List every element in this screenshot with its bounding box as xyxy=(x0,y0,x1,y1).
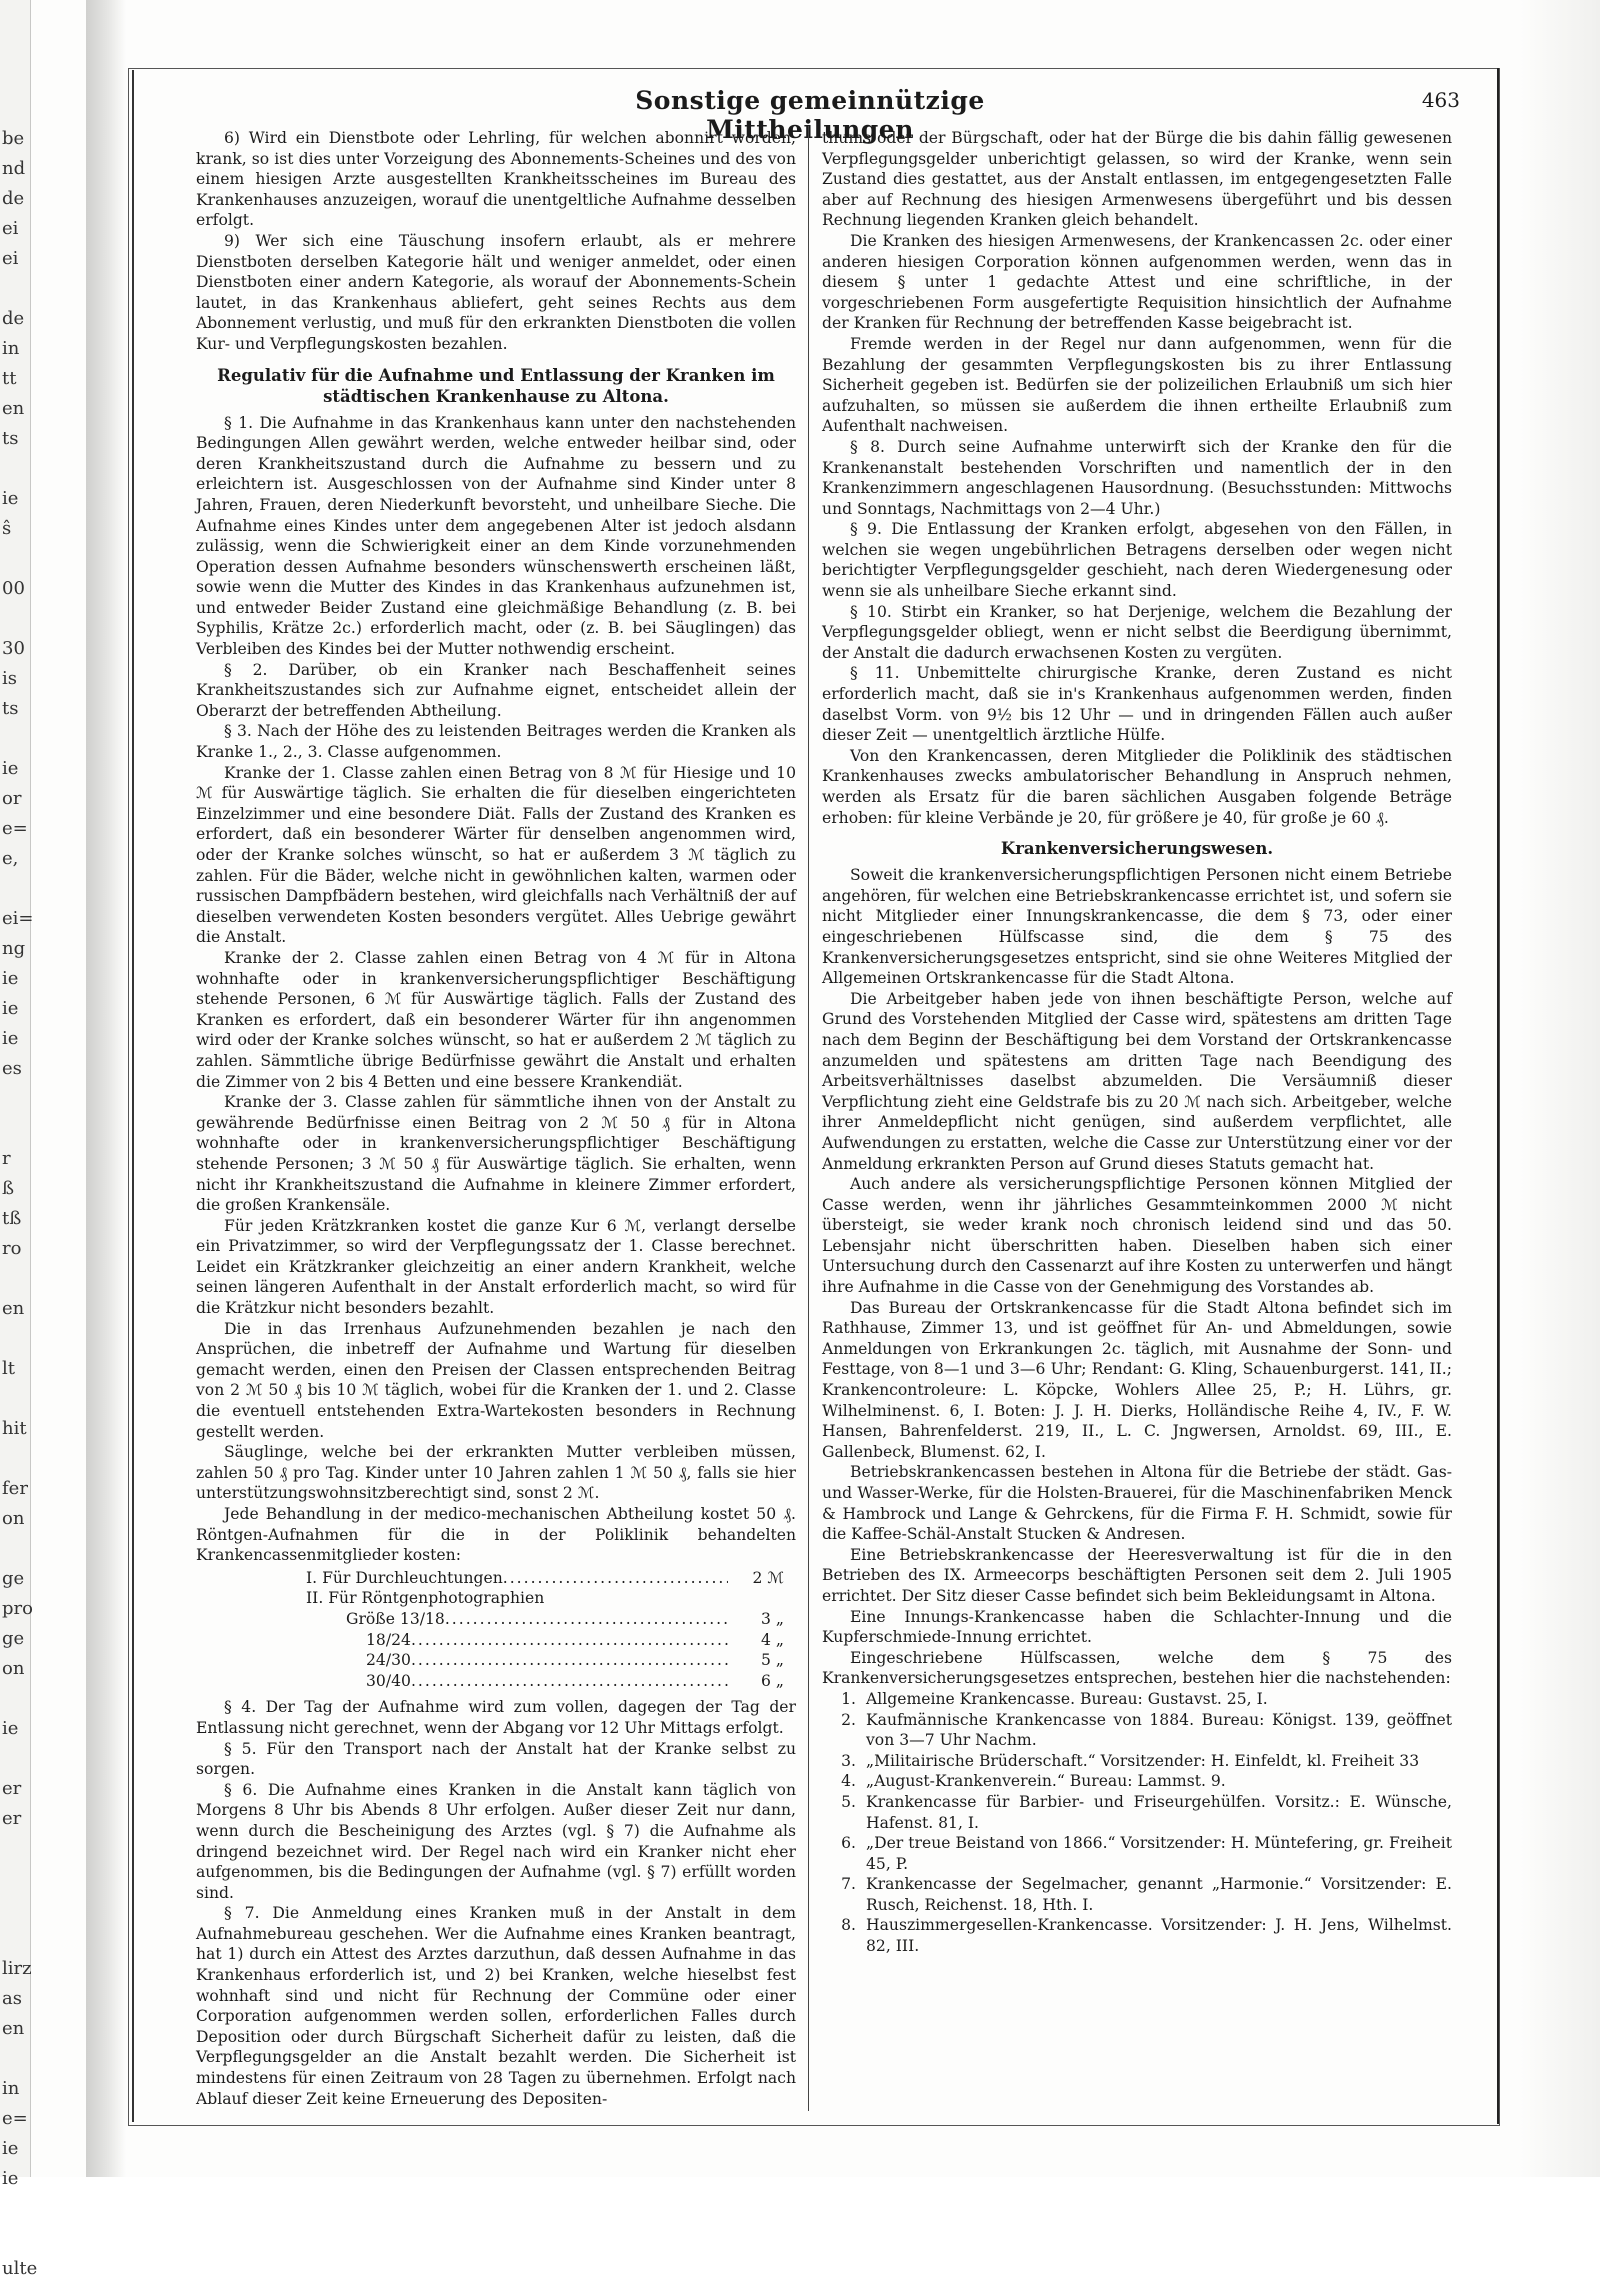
margin-fragment: tß xyxy=(2,1208,22,1229)
hilfskassen-list xyxy=(822,1689,1452,1957)
margin-fragment: in xyxy=(2,338,20,359)
paragraph: Von den Krankencassen, deren Mitglieder die Poliklinik des städtischen Krankenhauses zwecks ambulatorischer Behandlung in Anspruch nehmen, werden als Ersatz für die baren sächlichen Ausgaben folgende Beträge erhoben: für kleine Verbände je 20, für größere je 40, für große je 60 ₰. xyxy=(822,746,1452,827)
page-gutter-shadow xyxy=(86,0,126,2177)
price-row xyxy=(196,1650,796,1671)
price-value: 5 „ xyxy=(761,1651,784,1670)
price-value: 4 „ xyxy=(761,1630,784,1649)
paragraph: § 8. Durch seine Aufnahme unterwirft sich der Kranke den für die Krankenanstalt bestehenden Vorschriften und namentlich der in den Krankenzimmern angeschlagenen Hausordnung. (Besuchsstunden: Mittwochs und Sonntags, Nachmittags von 2—4 Uhr.) xyxy=(822,437,1452,518)
paragraph: § 2. Darüber, ob ein Kranker nach Beschaffenheit seines Krankheitszustandes sich zur Aufnahme eignet, entscheidet allein der Oberarzt der betreffenden Abtheilung. xyxy=(196,660,796,720)
list-text: Allgemeine Krankencasse. Bureau: Gustavst. 25, I. xyxy=(866,1689,1268,1708)
price-label: 18/24 xyxy=(366,1630,411,1649)
paragraph: Kranke der 3. Classe zahlen für sämmtliche ihnen von der Anstalt zu gewährende Bedürfnisse einen Beitrag von 2 ℳ 50 ₰ für in Altona wohnhafte oder in krankenversicherungspflichtiger Beschäftigung stehende Personen; 3 ℳ 50 ₰ für Auswärtige täglich. Sie erhalten, wenn nicht ihr Krankheitszustand die Aufnahme in kleinere Zimmer erfordert, die großen Krankensäle. xyxy=(196,1093,796,1215)
paragraph: § 1. Die Aufnahme in das Krankenhaus kann unter den nachstehenden Bedingungen Allen gewährt werden, welche entweder heilbar sind, oder deren Krankheitszustand durch die Aufnahme zu bessern und zu erleichtern ist. Ausgeschlossen von der Aufnahme sind Kinder unter 8 Jahren, Frauen, deren Niederkunft bevorsteht, und unheilbare Sieche. Die Aufnahme eines Kindes unter dem angegebenen Alter ist jedoch alsdann zulässig, wenn die Schwierigkeit einer an dem Kinde vorzunehmenden Operation dessen Aufnahme besonders wünschenswerth erscheinen läßt, sowie wenn die Mutter des Kindes in das Krankenhaus aufzunehmen ist, und entweder Beider Zustand eine gleichmäßige Behandlung (z. B. bei Syphilis, Krätze 2c.) erforderlich macht, oder (z. B. bei Säuglingen) das Verbleiben des Kindes bei der Mutter nothwendig erscheint. xyxy=(196,413,796,659)
price-label: II. Für Röntgenphotographien xyxy=(306,1589,545,1608)
paragraph: Kranke der 2. Classe zahlen einen Betrag von 4 ℳ für in Altona wohnhafte oder in krankenversicherungspflichtiger Beschäftigung stehende Personen, 6 ℳ für Auswärtige täglich. Falls der Zustand des Kranken es erfordert, daß ein besonderer Wärter für ihn angenommen wird oder der Kranke solches wünscht, so hat er außerdem 2 ℳ täglich zu zahlen. Sämmtliche übrige Bedürfnisse gewährt die Anstalt und erhalten die Zimmer von 2 bis 4 Betten und eine bessere Krankendiät. xyxy=(196,948,796,1091)
list-text: Hauszimmergesellen-Krankencasse. Vorsitzender: J. H. Jens, Wilhelmst. 82, III. xyxy=(866,1916,1452,1956)
margin-fragment: lt xyxy=(2,1358,15,1379)
margin-fragment: er xyxy=(2,1778,22,1799)
margin-fragment: as xyxy=(2,1988,22,2009)
price-row xyxy=(196,1568,796,1589)
margin-fragment: de xyxy=(2,308,25,329)
list-number: 4. xyxy=(841,1772,856,1791)
list-item xyxy=(822,1833,1452,1874)
margin-fragment: ei xyxy=(2,248,19,269)
paragraph: Für jeden Krätzkranken kostet die ganze Kur 6 ℳ, verlangt derselbe ein Privatzimmer, so wird der Verpflegungssatz der 1. Classe berechnet. Leidet ein Krätzkranker gleichzeitig an einer andern Krankheit, welche seinen längeren Aufenthalt in der Anstalt erforderlich macht, so wird für die Krätzkur nicht besonders bezahlt. xyxy=(196,1216,796,1318)
margin-fragment: tt xyxy=(2,368,17,389)
frame-right-rule xyxy=(1497,68,1499,2124)
margin-fragment: ro xyxy=(2,1238,22,1259)
paragraph: § 3. Nach der Höhe des zu leistenden Beitrages werden die Kranken als Kranke 1., 2., 3. Classe aufgenommen. xyxy=(196,722,796,762)
frame-left-rule xyxy=(132,70,134,2122)
margin-fragment: ie xyxy=(2,1718,19,1739)
margin-fragment: ie xyxy=(2,2138,19,2159)
price-label: 30/40 xyxy=(366,1671,411,1690)
margin-fragment: e= xyxy=(2,818,28,839)
paragraph: § 10. Stirbt ein Kranker, so hat Derjenige, welchem die Bezahlung der Verpflegungsgelder obliegt, wenn er nicht selbst die Beerdigung übernimmt, der Anstalt die dadurch erwachsenen Kosten zu vergüten. xyxy=(822,602,1452,662)
adjacent-page-margin xyxy=(0,0,38,2279)
margin-fragment: hit xyxy=(2,1418,27,1439)
list-number: 7. xyxy=(841,1875,856,1894)
margin-fragment: en xyxy=(2,2018,25,2039)
margin-fragment: ei= xyxy=(2,908,34,929)
paragraph: Eine Innungs-Krankencasse haben die Schlachter-Innung und die Kupferschmiede-Innung errichtet. xyxy=(822,1607,1452,1647)
paragraph: Auch andere als versicherungspflichtige Personen können Mitglied der Casse werden, wenn ihr jährliches Gesammteinkommen 2000 ℳ nicht übersteigt, sie weder krank noch chronisch leidend sind und das 50. Lebensjahr nicht überschritten haben. Dieselben haben sich einer Untersuchung durch den Cassenarzt auf ihre Kosten zu unterwerfen und hängt ihre Aufnahme in die Casse von der Genehmigung des Vorstandes ab. xyxy=(822,1175,1452,1297)
margin-fragment: r xyxy=(2,1148,11,1169)
price-value: 3 „ xyxy=(761,1609,784,1628)
list-number: 6. xyxy=(841,1834,856,1853)
right-column xyxy=(822,128,1452,1957)
margin-fragment: lirz xyxy=(2,1958,32,1979)
margin-fragment: ei xyxy=(2,218,19,239)
margin-fragment: ie xyxy=(2,1028,19,1049)
list-number: 1. xyxy=(841,1689,856,1708)
margin-fragment: be xyxy=(2,128,25,149)
margin-fragment: in xyxy=(2,2078,20,2099)
paragraph: Jede Behandlung in der medico-mechanischen Abtheilung kostet 50 ₰. Röntgen-Aufnahmen für die in der Poliklinik behandelten Krankencassenmitglieder kosten: xyxy=(196,1505,796,1565)
paragraph: § 9. Die Entlassung der Kranken erfolgt, abgesehen von den Fällen, in welchen sie wegen ungebührlichen Betragens derselben oder wegen nicht berichtigter Verpflegungsgelder geschieht, nach deren Wiedergenesung oder wenn sie als unheilbare Sieche erkannt sind. xyxy=(822,520,1452,601)
margin-fragment: er xyxy=(2,1808,22,1829)
margin-fragment: on xyxy=(2,1508,25,1529)
margin-fragment: de xyxy=(2,188,25,209)
column-divider xyxy=(808,126,809,2111)
paragraph: Betriebskrankencassen bestehen in Altona für die Betriebe der städt. Gas- und Wasser-Werke, für die Holsten-Brauerei, für die Maschinenfabriken Menck & Hambrock und Lange & Gehrckens, für die Firma F. H. Schmidt, sowie für die Kaffee-Schäl-Anstalt Stucken & Andresen. xyxy=(822,1463,1452,1544)
margin-fragment: ie xyxy=(2,758,19,779)
margin-fragment: ge xyxy=(2,1568,25,1589)
leader-dots xyxy=(445,1609,728,1630)
paragraph: § 5. Für den Transport nach der Anstalt hat der Kranke selbst zu sorgen. xyxy=(196,1739,796,1779)
paragraph: Eine Betriebskrankencasse der Heeresverwaltung ist für die in den Betrieben des IX. Armeecorps beschäftigten Personen seit dem 2. Juli 1905 errichtet. Der Sitz dieser Casse befindet sich beim Bekleidungsamt in Altona. xyxy=(822,1545,1452,1605)
paragraph: Säuglinge, welche bei der erkrankten Mutter verbleiben müssen, zahlen 50 ₰ pro Tag. Kinder unter 10 Jahren zahlen 1 ℳ 50 ₰, falls sie hier unterstützungswohnsitzberechtigt sind, sonst 2 ℳ. xyxy=(196,1443,796,1503)
list-text: „Militairische Brüderschaft.“ Vorsitzender: H. Einfeldt, kl. Freiheit 33 xyxy=(866,1751,1420,1770)
price-label: 24/30 xyxy=(366,1651,411,1670)
list-text: „Der treue Beistand von 1866.“ Vorsitzender: H. Müntefering, gr. Freiheit 45, P. xyxy=(866,1834,1452,1873)
margin-fragment: es xyxy=(2,1058,22,1079)
margin-fragment: 30 xyxy=(2,638,25,659)
margin-fragment: ie xyxy=(2,968,19,989)
list-item xyxy=(822,1751,1452,1772)
list-item xyxy=(822,1874,1452,1915)
margin-fragment: fer xyxy=(2,1478,28,1499)
margin-fragment: 00 xyxy=(2,578,25,599)
margin-fragment: e= xyxy=(2,2108,28,2129)
left-column xyxy=(196,128,796,2109)
price-row xyxy=(196,1630,796,1651)
margin-fragment: nd xyxy=(2,158,26,179)
margin-fragment: ge xyxy=(2,1628,25,1649)
margin-fragment: e, xyxy=(2,848,19,869)
list-item xyxy=(822,1915,1452,1956)
margin-fragment: pro xyxy=(2,1598,33,1619)
leader-dots xyxy=(503,1568,728,1589)
section-heading-regulativ: Regulativ für die Aufnahme und Entlassung der Kranken im städtischen Krankenhause zu Altona. xyxy=(217,365,775,406)
price-label: I. Für Durchleuchtungen xyxy=(306,1568,503,1587)
leader-dots xyxy=(411,1630,728,1651)
margin-fragment: ŝ xyxy=(2,518,12,539)
paragraph: 6) Wird ein Dienstbote oder Lehrling, für welchen abonnirt worden, krank, so ist dies unter Vorzeigung des Abonnements-Scheines und des von einem hiesigen Arzte ausgestellten Krankheitsscheines im Bureau des Krankenhauses anzuzeigen, worauf die unentgeltliche Aufnahme desselben erfolgt. xyxy=(196,129,796,230)
paragraph: Die Arbeitgeber haben jede von ihnen beschäftigte Person, welche auf Grund des Vorstehenden Mitglied der Casse wird, spätestens am dritten Tage nach dem Beginn der Beschäftigung bei dem Vorstand der Ortskrankencasse anzumelden und spätestens am dritten Tage nach Beendigung des Arbeitsverhältnisses daselbst abzumelden. Die Versäumniß dieser Verpflichtung zieht eine Geldstrafe bis zu 20 ℳ nach sich. Arbeitgeber, welche ihrer Anmeldepflicht nicht genügen, sind außerdem verpflichtet, alle Aufwendungen zu erstatten, welche die Casse zur Unterstützung einer vor der Anmeldung erkrankten Person auf Grund dieses Statuts gemacht hat. xyxy=(822,989,1452,1173)
price-value: 6 „ xyxy=(761,1671,784,1690)
margin-fragment: ts xyxy=(2,698,19,719)
xray-price-list xyxy=(196,1568,796,1692)
page-title: Sonstige gemeinnützige Mittheilungen xyxy=(635,86,985,144)
page-number: 463 xyxy=(1421,88,1460,112)
section-heading-krankenversicherung: Krankenversicherungswesen. xyxy=(1000,839,1274,859)
margin-fragment: ie xyxy=(2,488,19,509)
paragraph: Die in das Irrenhaus Aufzunehmenden bezahlen je nach den Ansprüchen, die inbetreff der Aufnahme und Wartung für dieselben gemacht werden, einen den Preisen der Classen entsprechenden Beitrag von 2 ℳ 50 ₰ bis 10 ℳ täglich, wobei für die Kranken der 1. und 2. Classe die eventuell entstehenden Extra-Wartekosten besonders in Rechnung gestellt werden. xyxy=(196,1319,796,1441)
margin-fragment: ulte xyxy=(2,2258,38,2279)
price-value: 2 ℳ xyxy=(752,1568,784,1587)
margin-fragment: ie xyxy=(2,998,19,1019)
paragraph: Das Bureau der Ortskrankencasse für die Stadt Altona befindet sich im Rathhause, Zimmer 13, und ist geöffnet für An- und Abmeldungen, sowie Anmeldungen von Erkrankungen 2c. täglich, mit Ausnahme der Sonn- und Festtage, von 8—1 und 3—6 Uhr; Rendant: G. Kling, Schauenburgerst. 141, II.; Krankencontroleure: L. Köpcke, Wohlers Allee 25, P.; H. Lührs, gr. Wilhelminenst. 6, I. Boten: J. J. H. Dierks, Holländische Reihe 4, IV., F. W. Hansen, Bahrenfelderst. 219, II., L. C. Jngwersen, Arnoldst. 69, III., E. Gallenbeck, Blumenst. 62, I. xyxy=(822,1298,1452,1461)
list-item xyxy=(822,1792,1452,1833)
paragraph: § 7. Die Anmeldung eines Kranken muß in der Anstalt in dem Aufnahmebureau geschehen. Wer die Aufnahme eines Kranken beantragt, hat 1) durch ein Attest des Arztes darzuthun, daß dessen Aufnahme in das Krankenhaus erforderlich ist, und 2) bei Kranken, welche hieselbst fest wohnhaft sind und nicht für Rechnung der Commüne oder einer Corporation aufgenommen werden sollen, erforderlichen Falles durch Deposition oder durch Bürgschaft Sicherheit dafür zu leisten, daß die Verpflegungsgelder an die Anstalt bezahlt werden. Die Sicherheit ist mindestens für einen Zeitraum von 28 Tagen zu übernehmen. Erfolgt nach Ablauf dieser Zeit keine Erneuerung des Depositen- xyxy=(196,1904,796,2108)
paragraph: Kranke der 1. Classe zahlen einen Betrag von 8 ℳ für Hiesige und 10 ℳ für Auswärtige täglich. Sie erhalten die für dieselben eingerichteten Einzelzimmer und eine besondere Diät. Falls der Zustand des Kranken es erfordert, daß ein besonderer Wärter für denselben angenommen wird, oder der Kranke solches wünscht, so hat er außerdem 3 ℳ täglich zu zahlen. Für die Bäder, welche nicht in gewöhnlichen kalten, warmen oder russischen Dampfbädern bestehen, wird gleichfalls nach Verhältniß der auf dieselben verwendeten Kosten besonders vergütet. Alles Uebrige gewährt die Anstalt. xyxy=(196,763,796,947)
margin-fragment: ß xyxy=(2,1178,15,1199)
list-number: 2. xyxy=(841,1710,856,1729)
leader-dots xyxy=(411,1671,728,1692)
margin-fragment: is xyxy=(2,668,17,689)
price-label: Größe 13/18 xyxy=(346,1609,445,1628)
leader-dots xyxy=(411,1650,728,1671)
paragraph: thums oder der Bürgschaft, oder hat der Bürge die bis dahin fällig gewesenen Verpflegungsgelder unberichtigt gelassen, so wird der Kranke, wenn sein Zustand dies gestattet, aus der Anstalt entlassen, im entgegengesetzten Falle aber auf Rechnung des hiesigen Armenwesens übergeführt und bis dessen Rechnung liegenden Kranken gleich behandelt. xyxy=(822,129,1452,230)
margin-fragment: en xyxy=(2,398,25,419)
paragraph: Eingeschriebene Hülfscassen, welche dem § 75 des Krankenversicherungsgesetzes entsprechen, bestehen hier die nachstehenden: xyxy=(822,1648,1452,1688)
list-item xyxy=(822,1710,1452,1751)
price-row xyxy=(196,1588,796,1609)
price-row xyxy=(196,1609,796,1630)
paragraph: Soweit die krankenversicherungspflichtigen Personen nicht einem Betriebe angehören, für welchen eine Betriebskrankencasse errichtet ist, und sofern sie nicht Mitglieder einer Innungskrankencasse, die dem § 73, oder einer eingeschriebenen Hülfscasse sind, die dem § 75 des Krankenversicherungsgesetzes entspricht, sind sie ohne Weiteres Mitglied der Allgemeinen Ortskrankencasse für die Stadt Altona. xyxy=(822,866,1452,988)
paragraph: 9) Wer sich eine Täuschung insofern erlaubt, als er mehrere Dienstboten derselben Kategorie hält und weniger anmeldet, oder einen Dienstboten einer andern Kategorie, als worauf der Abonnements-Schein lautet, in das Krankenhaus abliefert, geht seines Rechts aus dem Abonnement verlustig, und muß für den erkrankten Dienstboten die vollen Kur- und Verpflegungskosten bezahlen. xyxy=(196,231,796,353)
margin-fragment: or xyxy=(2,788,22,809)
margin-fragment: on xyxy=(2,1658,25,1679)
margin-fragment: en xyxy=(2,1298,25,1319)
list-item xyxy=(822,1771,1452,1792)
list-text: Kaufmännische Krankencasse von 1884. Bureau: Königst. 139, geöffnet von 3—7 Uhr Nachm. xyxy=(866,1710,1452,1750)
margin-fragment: ng xyxy=(2,938,26,959)
paragraph: § 6. Die Aufnahme eines Kranken in die Anstalt kann täglich von Morgens 8 Uhr bis Abends 8 Uhr erfolgen. Außer dieser Zeit nur dann, wenn durch die Bescheinigung des Arztes (vgl. § 7) die Aufnahme als dringend bezeichnet wird. Der Regel nach wird ein Kranker nicht eher aufgenommen, bis die Bedingungen der Aufnahme (vgl. § 7) erfüllt worden sind. xyxy=(196,1780,796,1902)
list-text: Krankencasse der Segelmacher, genannt „Harmonie.“ Vorsitzender: E. Rusch, Reichenst. 18, Hth. I. xyxy=(866,1875,1452,1914)
list-number: 8. xyxy=(841,1916,856,1935)
list-item xyxy=(822,1689,1452,1710)
page-edge xyxy=(1520,0,1600,2177)
list-text: „August-Krankenverein.“ Bureau: Lammst. 9. xyxy=(866,1772,1226,1791)
list-number: 5. xyxy=(841,1792,856,1811)
list-number: 3. xyxy=(841,1751,856,1770)
price-row xyxy=(196,1671,796,1692)
paragraph: Fremde werden in der Regel nur dann aufgenommen, wenn für die Bezahlung der gesammten Verpflegungskosten bis zu ihrer Entlassung Sicherheit gegeben ist. Bedürfen sie der polizeilichen Erlaubniß um sich hier aufzuhalten, so müssen sie außerdem die ihnen ertheilte Erlaubniß zum Aufenthalt nachweisen. xyxy=(822,334,1452,436)
paragraph: Die Kranken des hiesigen Armenwesens, der Krankencassen 2c. oder einer anderen hiesigen Corporation können aufgenommen werden, wenn das in diesem § unter 1 gedachte Attest und eine schriftliche, in der vorgeschriebenen Form ausgefertigte Requisition hinsichtlich der Aufnahme der Kranken für Rechnung der betreffenden Kasse beigebracht ist. xyxy=(822,231,1452,333)
paragraph: § 11. Unbemittelte chirurgische Kranke, deren Zustand es nicht erforderlich macht, daß sie in's Krankenhaus aufgenommen werden, finden daselbst Vorm. von 9½ bis 12 Uhr — und in dringenden Fällen auch außer dieser Zeit — unentgeltlich ärztliche Hülfe. xyxy=(822,664,1452,745)
list-text: Krankencasse für Barbier- und Friseurgehülfen. Vorsitz.: E. Wünsche, Hafenst. 81, I. xyxy=(866,1792,1452,1832)
paragraph: § 4. Der Tag der Aufnahme wird zum vollen, dagegen der Tag der Entlassung nicht gerechnet, wenn der Abgang vor 12 Uhr Mittags erfolgt. xyxy=(196,1698,796,1737)
margin-fragment: ts xyxy=(2,428,19,449)
margin-fragment: ie xyxy=(2,2168,19,2189)
